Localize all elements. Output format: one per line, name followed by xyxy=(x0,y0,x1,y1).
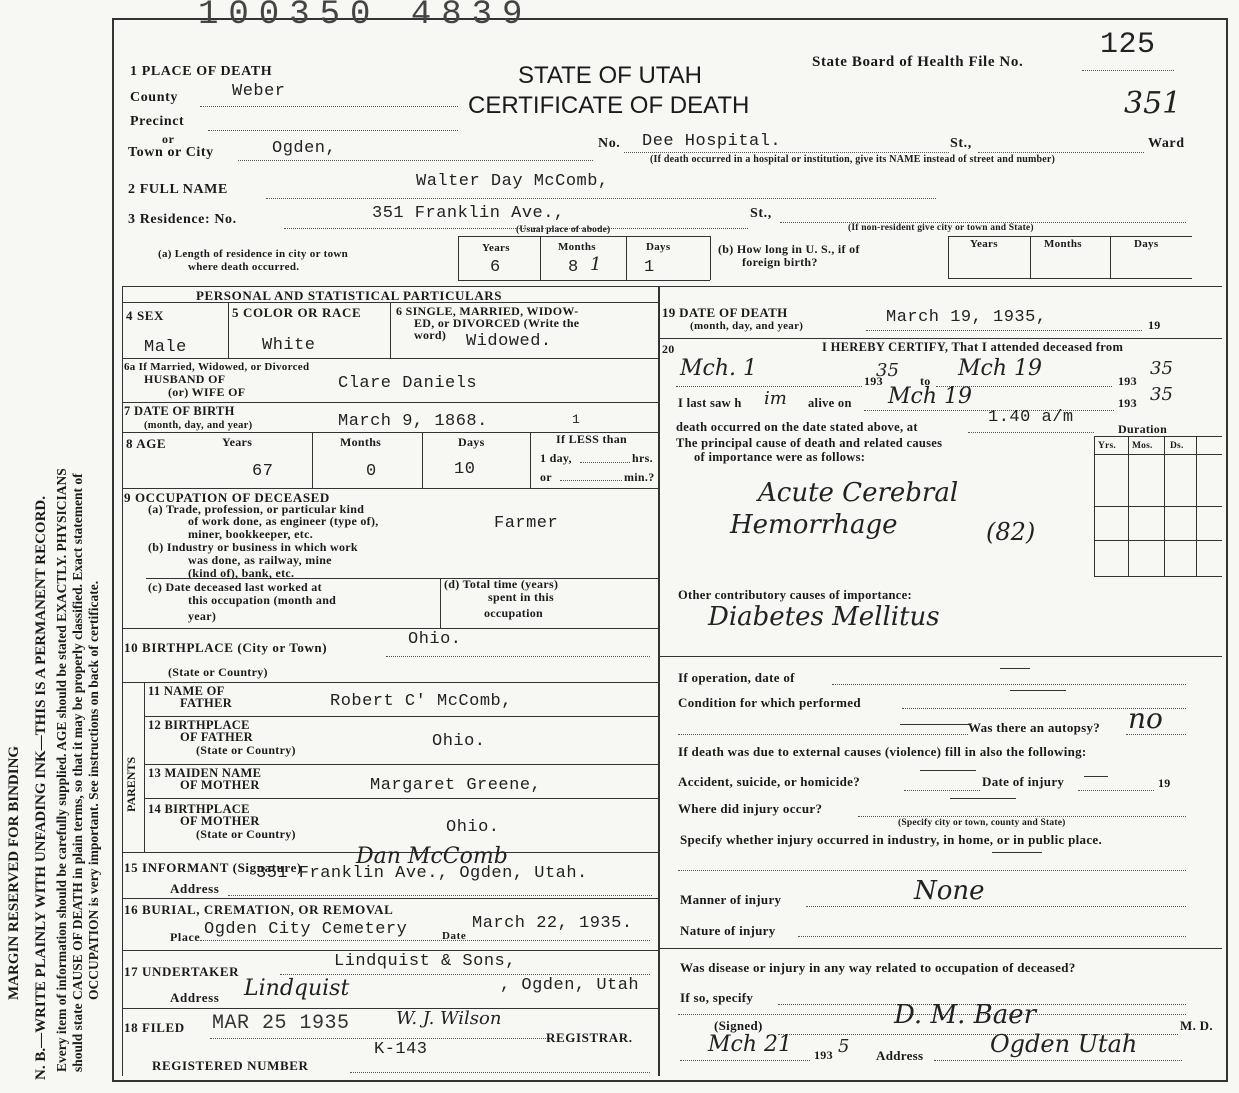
color-label: 5 COLOR OR RACE xyxy=(232,305,362,320)
occ-c-2: this occupation (month and xyxy=(188,593,337,607)
cause-label-2: of importance were as follows: xyxy=(694,450,866,464)
us-label-2: foreign birth? xyxy=(742,255,818,269)
father-bp-2: OF FATHER xyxy=(180,730,253,744)
occ-d-2: spent in this xyxy=(488,590,554,604)
occ-a-2: of work done, as engineer (type of), xyxy=(188,514,379,528)
marital-label-1: 6 SINGLE, MARRIED, WIDOW- xyxy=(396,304,579,318)
yr-1: 35 xyxy=(876,360,899,381)
less-label-5: min.? xyxy=(624,470,655,484)
nineteen-2: 193 xyxy=(1118,374,1137,388)
father-bp-value: Ohio. xyxy=(432,732,486,751)
res-months: 8 xyxy=(568,258,579,277)
registered-number: K-143 xyxy=(374,1040,428,1059)
county-value: Weber xyxy=(232,82,286,101)
to-label: to xyxy=(920,374,931,388)
less-label-1: If LESS than xyxy=(556,432,627,446)
margin-note-4: OCCUPATION is very important. See instructions on back of certificate. xyxy=(86,580,101,1000)
registrar-label: REGISTRAR. xyxy=(546,1030,633,1045)
town-label: Town or City xyxy=(128,145,214,160)
margin-note-2: Every item of information should be carefully supplied. AGE should be stated EXACTLY. PHYSICIANS xyxy=(54,468,69,1072)
autopsy-value: no xyxy=(1128,702,1163,735)
where-label: Where did injury occur? xyxy=(678,801,823,816)
age-months: 0 xyxy=(366,462,377,481)
parents-label: PARENTS xyxy=(124,756,138,812)
res-days-label: Days xyxy=(646,241,671,253)
father-value: Robert C' McComb, xyxy=(330,692,512,711)
mother-label-2: OF MOTHER xyxy=(180,778,260,792)
informant-label: 15 INFORMANT (Signature) xyxy=(124,860,302,875)
dob-mark: 1 xyxy=(572,412,581,427)
birthplace-label: 10 BIRTHPLACE (City or Town) xyxy=(124,640,328,655)
father-label-2: FATHER xyxy=(180,696,233,710)
manner-value: None xyxy=(914,876,985,906)
burial-place: Ogden City Cemetery xyxy=(204,920,408,939)
registrar-sig: W. J. Wilson xyxy=(396,1008,502,1029)
accident-label: Accident, suicide, or homicide? xyxy=(678,774,861,789)
occ-c-1: (c) Date deceased last worked at xyxy=(148,580,322,594)
less-label-2: 1 day, xyxy=(540,451,572,465)
occ-d-1: (d) Total time (years) xyxy=(444,577,559,591)
occ-a-1: (a) Trade, profession, or particular kind xyxy=(148,502,365,516)
from-hand: Mch. 1 xyxy=(680,356,757,381)
specify-label: Specify whether injury occurred in industry, in home, or in public place. xyxy=(680,832,1103,847)
filed-label: 18 FILED xyxy=(124,1020,185,1035)
signer-value: D. M. Baer xyxy=(894,1000,1037,1030)
town-value: Ogden, xyxy=(272,139,337,158)
age-days-label: Days xyxy=(458,435,485,449)
registered-label: REGISTERED NUMBER xyxy=(152,1058,309,1073)
less-label-4: or xyxy=(540,470,552,484)
us-days-label: Days xyxy=(1134,238,1159,250)
serial-number: 100350 4839 xyxy=(198,0,533,34)
spouse-label-1: 6a If Married, Widowed, or Divorced xyxy=(124,361,310,373)
dod-label-2: (month, day, and year) xyxy=(690,320,804,332)
dob-label-1: 7 DATE OF BIRTH xyxy=(124,404,235,418)
mother-value: Margaret Greene, xyxy=(370,776,542,795)
mos-label: Mos. xyxy=(1132,441,1153,451)
alive-on: alive on xyxy=(808,396,852,410)
res-years: 6 xyxy=(490,258,501,277)
precinct-label: Precinct xyxy=(130,114,185,129)
age-days: 10 xyxy=(454,460,476,479)
occ-d-3: occupation xyxy=(484,606,544,620)
mother-bp-1: 14 BIRTHPLACE xyxy=(148,802,250,816)
state-title: STATE OF UTAH xyxy=(518,62,702,89)
injury-date-label: Date of injury xyxy=(982,774,1065,789)
county-label: County xyxy=(130,90,178,105)
other-label: Other contributory causes of importance: xyxy=(678,588,912,602)
margin-binding: MARGIN RESERVED FOR BINDING xyxy=(6,745,22,1000)
full-name-value: Walter Day McComb, xyxy=(416,172,609,191)
sign-year-hand: 5 xyxy=(838,1036,850,1057)
if-so-label: If so, specify xyxy=(680,990,754,1005)
cause-code: (82) xyxy=(986,518,1036,546)
autopsy-label: Was there an autopsy? xyxy=(968,720,1101,735)
occ-related-label: Was disease or injury in any way related to occupation of deceased? xyxy=(680,960,1076,975)
yr-2: 35 xyxy=(1150,358,1173,379)
father-bp-1: 12 BIRTHPLACE xyxy=(148,718,250,732)
res-years-label: Years xyxy=(482,242,510,254)
last-saw-label: I last saw h xyxy=(678,396,742,410)
nineteen-injury: 19 xyxy=(1158,776,1171,790)
residence-value: 351 Franklin Ave., xyxy=(372,204,565,223)
condition-label: Condition for which performed xyxy=(678,695,861,710)
sex-value: Male xyxy=(144,338,187,357)
marital-label-3: word) xyxy=(414,328,447,342)
external-label: If death was due to external causes (violence) fill in also the following: xyxy=(678,744,1087,759)
mother-bp-value: Ohio. xyxy=(446,818,500,837)
us-years-label: Years xyxy=(970,238,998,250)
dob-label-2: (month, day, and year) xyxy=(144,420,253,431)
sign-year: 193 xyxy=(814,1048,833,1062)
spouse-label-3: (or) WIFE OF xyxy=(168,385,246,399)
dod-label-1: 19 DATE OF DEATH xyxy=(662,305,788,320)
certify-num: 20 xyxy=(662,342,675,356)
ds-label: Ds. xyxy=(1170,441,1184,451)
length-label-1: (a) Length of residence in city or town xyxy=(158,248,349,260)
res-days: 1 xyxy=(644,258,655,277)
full-name-label: 2 FULL NAME xyxy=(128,182,228,197)
undertaker-value: Lindquist & Sons, xyxy=(334,952,516,971)
personal-heading: PERSONAL AND STATISTICAL PARTICULARS xyxy=(196,288,503,303)
occupation-value: Farmer xyxy=(494,514,559,533)
undertaker-address: , Ogden, Utah xyxy=(500,976,640,995)
mother-bp-3: (State or Country) xyxy=(196,827,296,841)
occ-b-1: (b) Industry or business in which work xyxy=(148,540,358,554)
other-hand: Diabetes Mellitus xyxy=(708,602,940,632)
color-value: White xyxy=(262,336,316,355)
place-heading: 1 PLACE OF DEATH xyxy=(130,64,273,79)
margin-note-3: should state CAUSE OF DEATH in plain terms, so that it may be properly classified. Exact statement of xyxy=(70,473,85,1072)
informant-sig: Dan McComb xyxy=(356,844,508,869)
birthplace-value: Ohio. xyxy=(408,630,462,649)
spouse-value: Clare Daniels xyxy=(338,374,478,393)
marital-label-2: ED, or DIVORCED (Write the xyxy=(414,316,580,330)
occ-b-3: (kind of), bank, etc. xyxy=(188,566,295,580)
dob-value: March 9, 1868. xyxy=(338,412,488,431)
certify-text: I HEREBY CERTIFY, That I attended deceased from xyxy=(822,340,1124,354)
informant-address: 351 Franklin Ave., Ogden, Utah. xyxy=(256,864,588,883)
mother-label-1: 13 MAIDEN NAME xyxy=(148,766,262,780)
occ-b-2: was done, as railway, mine xyxy=(188,553,332,567)
file-no: 125 xyxy=(1100,28,1156,62)
yr-3: 35 xyxy=(1150,384,1173,405)
manner-label: Manner of injury xyxy=(680,892,782,907)
no-label: No. xyxy=(598,136,621,151)
nineteen-1: 193 xyxy=(864,374,883,388)
burial-label: 16 BURIAL, CREMATION, OR REMOVAL xyxy=(124,902,394,917)
occ-c-3: year) xyxy=(188,609,217,623)
mother-bp-2: OF MOTHER xyxy=(180,814,260,828)
last-saw-hand: im xyxy=(764,388,787,409)
usual-abode: (Usual place of abode) xyxy=(516,225,611,235)
undertaker-address-label: Address xyxy=(170,990,220,1005)
occurred-label: death occurred on the date stated above, at xyxy=(676,420,918,434)
length-label-2: where death occurred. xyxy=(188,261,300,273)
us-months-label: Months xyxy=(1044,238,1082,250)
file-no-label: State Board of Health File No. xyxy=(812,54,1024,70)
cause-1: Acute Cerebral xyxy=(758,478,959,508)
age-years: 67 xyxy=(252,462,274,481)
age-months-label: Months xyxy=(340,435,382,449)
marital-value: Widowed. xyxy=(466,332,552,351)
us-label-1: (b) How long in U. S., if of xyxy=(718,242,860,256)
no-value: Dee Hospital. xyxy=(642,132,782,151)
birthplace-state: (State or Country) xyxy=(168,665,268,679)
father-bp-3: (State or Country) xyxy=(196,743,296,757)
hospital-note: (If death occurred in a hospital or institution, give its NAME instead of street and number) xyxy=(650,154,1056,165)
yrs-label: Yrs. xyxy=(1098,441,1116,451)
res-months-label: Months xyxy=(558,241,596,253)
burial-date: March 22, 1935. xyxy=(472,914,633,933)
operation-label: If operation, date of xyxy=(678,670,795,685)
to-hand: Mch 19 xyxy=(958,356,1043,381)
st-label: St., xyxy=(950,136,972,151)
specify-note: (Specify city or town, county and State) xyxy=(898,818,1066,828)
residence-label: 3 Residence: No. xyxy=(128,212,237,227)
nature-label: Nature of injury xyxy=(680,923,776,938)
age-label: 8 AGE xyxy=(126,436,167,451)
occ-a-3: miner, bookkeeper, etc. xyxy=(188,527,314,541)
dod-value: March 19, 1935, xyxy=(886,308,1047,327)
file-no-hand: 351 xyxy=(1124,86,1182,121)
residence-st-label: St., xyxy=(750,206,772,221)
occ-heading: 9 OCCUPATION OF DECEASED xyxy=(124,490,330,505)
res-months-hand: 1 xyxy=(590,254,602,275)
sex-label: 4 SEX xyxy=(126,308,165,323)
nonresident-note: (If non-resident give city or town and State) xyxy=(848,223,1034,233)
ward-label: Ward xyxy=(1148,136,1185,151)
burial-date-label: Date xyxy=(442,930,467,942)
cause-label-1: The principal cause of death and related causes xyxy=(676,436,943,450)
burial-place-label: Place xyxy=(170,930,201,944)
sign-address: Ogden Utah xyxy=(990,1030,1138,1058)
undertaker-label: 17 UNDERTAKER xyxy=(124,964,240,979)
duration-label: Duration xyxy=(1118,422,1168,436)
less-label-3: hrs. xyxy=(632,451,653,465)
certificate-title: CERTIFICATE OF DEATH xyxy=(468,92,750,119)
alive-hand: Mch 19 xyxy=(888,384,973,409)
spouse-label-2: HUSBAND OF xyxy=(144,372,226,386)
sign-date: Mch 21 xyxy=(708,1032,793,1057)
md-label: M. D. xyxy=(1180,1018,1213,1033)
father-label-1: 11 NAME OF xyxy=(148,684,225,698)
undertaker-sig: Lindquist xyxy=(244,976,350,1001)
informant-address-label: Address xyxy=(170,881,220,896)
nineteen-3: 193 xyxy=(1118,396,1137,410)
sign-address-label: Address xyxy=(876,1048,924,1063)
death-time: 1.40 a/m xyxy=(988,408,1074,427)
age-years-label: Years xyxy=(222,435,253,449)
signed-label: (Signed) xyxy=(714,1018,763,1033)
cause-2: Hemorrhage xyxy=(730,510,898,540)
filed-date: MAR 25 1935 xyxy=(212,1012,350,1035)
margin-note-1: N. B.—WRITE PLAINLY WITH UNFADING INK—THIS IS A PERMANENT RECORD. xyxy=(33,496,49,1080)
or-label: or xyxy=(162,132,175,146)
dod-19: 19 xyxy=(1148,318,1161,332)
